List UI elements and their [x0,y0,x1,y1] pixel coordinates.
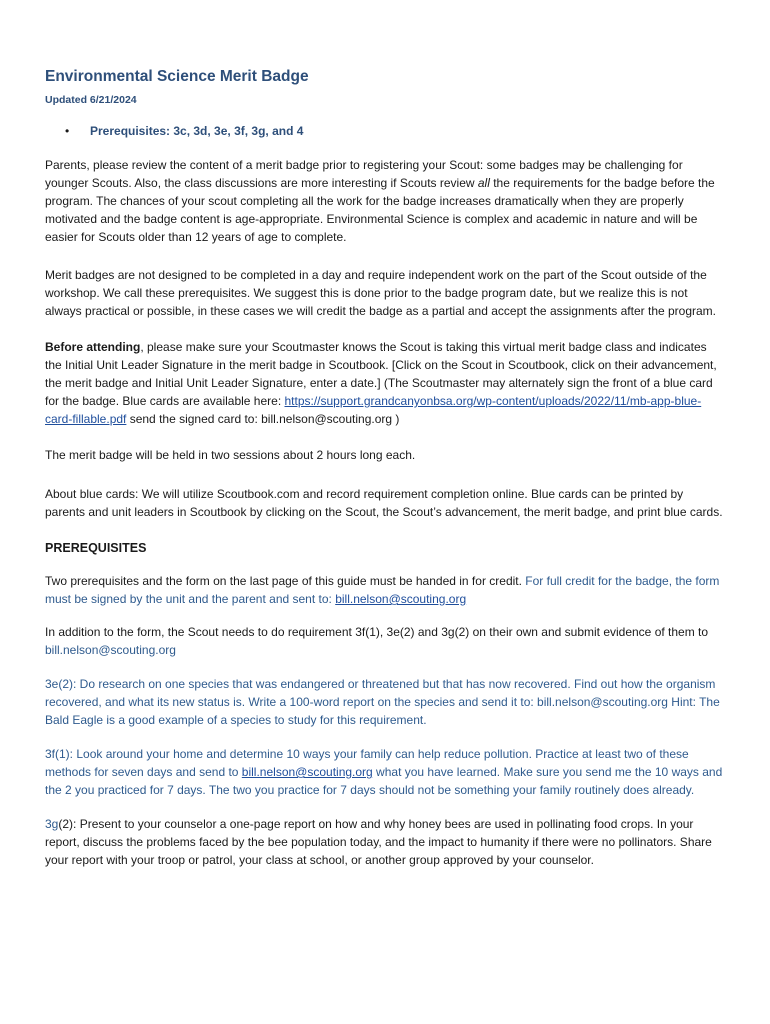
req-3f1-text-part2: what you have learned. Make sure you send me the 10 ways and the 2 you practiced for 7 days. The two you practice for 7 days should not be something your family routinely does already. [45,765,723,797]
req-3g2-prefix: 3g [45,817,59,831]
requirement-3e2-paragraph [45,675,725,729]
credit-text-part1: Two prerequisites and the form on the last page of this guide must be handed in for credit. [45,574,526,588]
document-title: Environmental Science Merit Badge [45,68,309,85]
parents-paragraph [45,156,725,246]
requirement-3g2-paragraph [45,815,725,869]
email-form-requirement[interactable]: bill.nelson@scouting.org [45,643,176,657]
req-3g2-text: (2): Present to your counselor a one-page report on how and why honey bees are used in pollinating food crops. In your report, discuss the problems faced by the bee population today, and the impact to humanity if there were no pollinators. Share your report with your troop or patrol, your class at school, or another group approved by your counselor. [45,817,712,867]
prerequisites-credit-paragraph [45,572,725,608]
form-requirement-paragraph [45,623,725,659]
prerequisites-summary: Prerequisites: 3c, 3d, 3e, 3f, 3g, and 4 [90,124,304,138]
sessions-paragraph: The merit badge will be held in two sessions about 2 hours long each. [45,448,416,462]
document-page [45,66,725,869]
updated-date: Updated 6/21/2024 [45,94,137,106]
email-link-credit[interactable]: bill.nelson@scouting.org [335,592,467,606]
prerequisites-bullet-item [65,122,725,140]
parents-text-italic: all [477,176,490,190]
email-link-3f1[interactable]: bill.nelson@scouting.org [241,765,373,779]
before-attending-text-part1: , please make sure your Scoutmaster knows the Scout is taking this virtual merit badge class and indicates the Initial Unit Leader Signature in the merit badge in Scoutbook. [Click on the Scout in Scoutbook, click on their advancement, the merit badge and Initial Unit Leader Signature, enter a date.] (The Scoutmaster may alternately sign the front of a blue card for the badge. Blue cards are available here: [45,340,717,408]
req-3e2-text-part1: 3e(2): Do research on one species that was endangered or threatened but that has now recovered. Find out how the organism recovered, and what its new status is. Write a 100-word report on the species and send it to: [45,677,716,709]
before-attending-paragraph [45,338,725,428]
credit-text-blue: For full credit for the badge, the form must be signed by the unit and the parent and sent to: [45,574,720,606]
requirement-3f1-paragraph [45,745,725,799]
form-requirement-text: In addition to the form, the Scout needs to do requirement 3f(1), 3e(2) and 3g(2) on their own and submit evidence of them to [45,625,709,639]
req-3f1-text-part1: 3f(1): Look around your home and determine 10 ways your family can help reduce pollution. Practice at least two of these methods for seven days and send to [45,747,689,779]
blue-card-link[interactable]: https://support.grandcanyonbsa.org/wp-content/uploads/2022/11/mb-app-blue-card-fillable.pdf [45,394,702,426]
parents-text-part1: Parents, please review the content of a merit badge prior to registering your Scout: some badges may be challenging for younger Scouts. Also, the class discussions are more interesting if Scouts review [45,158,683,190]
email-3e2[interactable]: bill.nelson@scouting.org [537,695,668,709]
prerequisites-heading: PREREQUISITES [45,541,147,555]
before-attending-bold: Before attending [45,340,141,354]
blue-cards-paragraph: About blue cards: We will utilize Scoutbook.com and record requirement completion online. Blue cards can be printed by parents and unit leaders in Scoutbook by clicking on the Scout, the Scout’s advancement, the merit badge, and print blue cards. [45,487,723,519]
parents-text-part2: the requirements for the badge before the program. The chances of your scout completing all the work for the badge increases dramatically when they are properly motivated and the badge content is age-appropriate. Environmental Science is complex and academic in nature and will be easier for Scouts older than 12 years of age to complete. [45,176,715,244]
prerequisites-explanation-paragraph: Merit badges are not designed to be completed in a day and require independent work on the part of the Scout outside of the workshop. We call these prerequisites. We suggest this is done prior to the badge program date, but we realize this is not always practical or possible, in these cases we will credit the badge as a partial and accept the assignments after the program. [45,268,717,318]
bullet-icon: • [65,124,70,138]
req-3e2-text-part2: Hint: The Bald Eagle is a good example of a species to study for this requirement. [45,695,720,727]
before-attending-text-part2: send the signed card to: bill.nelson@scouting.org ) [126,412,400,426]
